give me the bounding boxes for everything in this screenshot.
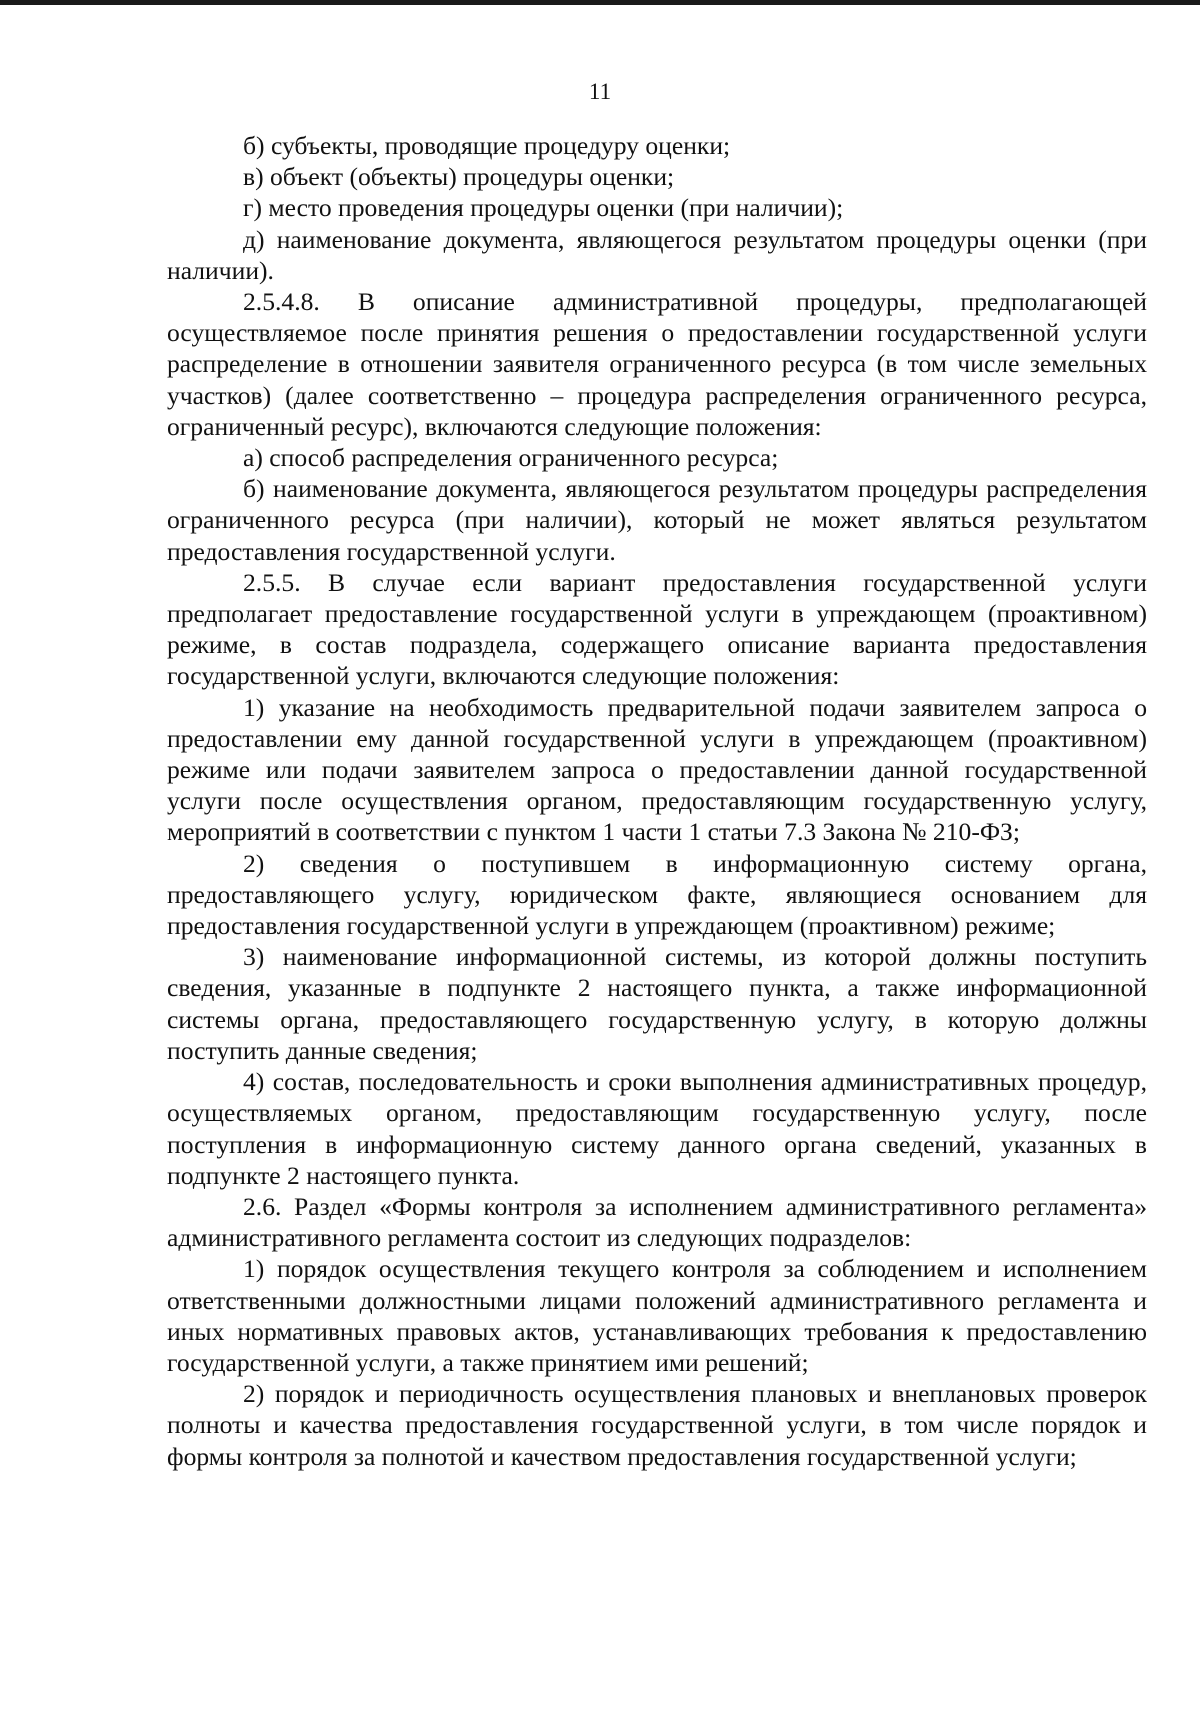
paragraph: 2) порядок и периодичность осуществления плановых и внеплановых проверок полноты и качества предоставления государственной услуги, в том числе порядок и формы контроля за полнотой и качеством предоставления государственной услуги;	[167, 1379, 1147, 1471]
paragraph: а) способ распределения ограниченного ресурса;	[243, 443, 779, 473]
paragraph: 2.5.4.8. В описание административной процедуры, предполагающей осуществляемое после принятия решения о предоставлении государственной услуги распределение в отношении заявителя ограниченного ресурса (в том числе земельных участков) (далее соответственно – процедура распределения ограниченного ресурса, ограниченный ресурс), включаются следующие положения:	[167, 287, 1147, 441]
paragraph: 1) порядок осуществления текущего контроля за соблюдением и исполнением ответственными должностными лицами положений административного регламента и иных нормативных правовых актов, устанавливающих требования к предоставлению государственной услуги, а также принятием ими решений;	[167, 1254, 1147, 1377]
paragraph: 2) сведения о поступившем в информационную систему органа, предоставляющего услугу, юридическом факте, являющиеся основанием для предоставления государственной услуги в упреждающем (проактивном) режиме;	[167, 848, 1147, 941]
paragraph: д) наименование документа, являющегося результатом процедуры оценки (при наличии).	[167, 224, 1147, 285]
paragraph: б) субъекты, проводящие процедуру оценки;	[243, 131, 731, 160]
page-top-border	[0, 0, 1200, 5]
paragraph: 1) указание на необходимость предварительной подачи заявителем запроса о предоставлении ему данной государственной услуги в упреждающем (проактивном) режиме или подачи заявителем запроса о предоставлении данной государственной услуги после осуществления органом, предоставляющим государственную услугу, мероприятий в соответствии с пунктом 1 части 1 статьи 7.3 Закона № 210-ФЗ;	[167, 692, 1147, 847]
paragraph: 2.6. Раздел «Формы контроля за исполнением административного регламента» административного регламента состоит из следующих подразделов:	[167, 1191, 1147, 1253]
paragraph: 4) состав, последовательность и сроки выполнения административных процедур, осуществляемых органом, предоставляющим государственную услугу, после поступления в информационную систему данного органа сведений, указанных в подпункте 2 настоящего пункта.	[167, 1067, 1147, 1190]
paragraph: б) наименование документа, являющегося результатом процедуры распределения ограниченного ресурса (при наличии), который не может являться результатом предоставления государственной услуги.	[167, 474, 1147, 566]
page-number: 11	[588, 79, 612, 104]
paragraph: 2.5.5. В случае если вариант предоставления государственной услуги предполагает предоставление государственной услуги в упреждающем (проактивном) режиме, в состав подраздела, содержащего описание варианта предоставления государственной услуги, включаются следующие положения:	[167, 567, 1147, 691]
paragraph: в) объект (объекты) процедуры оценки;	[243, 162, 675, 192]
paragraph: г) место проведения процедуры оценки (при наличии);	[243, 193, 844, 223]
document-body	[167, 130, 1147, 1472]
paragraph: 3) наименование информационной системы, из которой должны поступить сведения, указанные в подпункте 2 настоящего пункта, а также информационной системы органа, предоставляющего государственную услугу, в которую должны поступить данные сведения;	[167, 942, 1147, 1065]
